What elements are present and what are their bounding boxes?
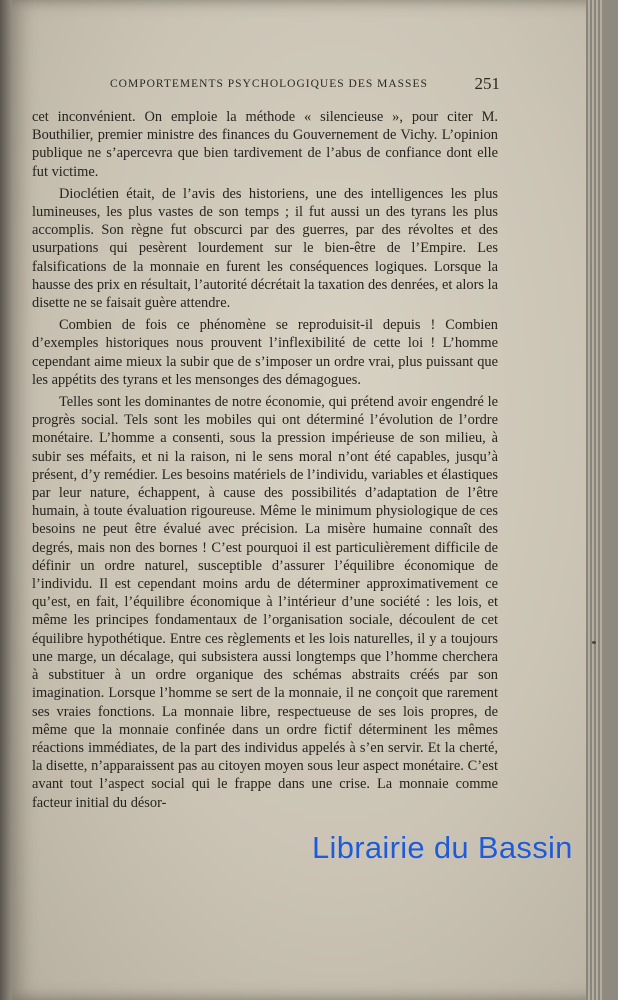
watermark-text: Librairie du Bassin — [312, 830, 573, 865]
paragraph-2: Dioclétien était, de l’avis des historiens, une des intelligences les plus lumineuses, les plus vastes de son temps ; il fut aussi un des tyrans les plus accomplis. Son règne fut obscurci par des guerres, par des révoltes et des usurpations qui pesèrent lourdement sur le bien-être de l’Empire. Les falsifications de la monnaie en furent les conséquences logiques. Lorsque la hausse des prix en résultait, l’autorité décrétait la taxation des denrées, et alors la disette ne se faisait guère attendre. — [32, 185, 498, 312]
body-text — [32, 108, 498, 812]
paragraph-3: Combien de fois ce phénomène se reproduisit-il depuis ! Combien d’exemples historiques nous prouvent l’inflexibilité de cette loi ! L’homme cependant aime mieux la subir que de s’imposer un ordre vrai, plus puissant que les appétits des tyrans et les mensonges des démagogues. — [32, 317, 498, 388]
page-number: 251 — [474, 74, 500, 93]
running-head: COMPORTEMENTS PSYCHOLOGIQUES DES MASSES — [110, 78, 428, 90]
page-edge — [586, 0, 602, 1000]
paragraph-1: cet inconvénient. On emploie la méthode « silencieuse », pour citer M. Bouthilier, premier ministre des finances du Gouvernement de Vichy. L’opinion publique ne s’apercevra que bien tardivement de l’abus de confiance dont elle fut victime. — [32, 109, 498, 180]
page-header — [110, 76, 500, 96]
paragraph-4: Telles sont les dominantes de notre économie, qui prétend avoir engendré le progrès social. Tels sont les mobiles qui ont déterminé l’évolution de l’ordre monétaire. L’homme a consenti, sous la pression impérieuse de son milieu, à subir ses méfaits, et ni la raison, ni le sens moral n’ont été capables, jusqu’à présent, d’y remédier. Les besoins matériels de l’individu, variables et élastiques par leur nature, échappent, à cause des possibilités d’adaptation de l’être humain, à toute évaluation rigoureuse. Même le minimum physiologique de ces besoins ne peut être évalué avec précision. La misère humaine connaît des degrés, mais non des bornes ! C’est pourquoi il est particulièrement difficile de définir un ordre naturel, susceptible d’assurer l’équilibre économique de l’individu. Il est cependant moins ardu de déterminer approximativement ce qu’est, en fait, l’équilibre économique à l’intérieur d’une société : les lois, et même les principes fondamentaux de l’organisation sociale, découlent de cet équilibre hypothétique. Entre ces règlements et les lois naturelles, il y a toujours une marge, un décalage, qui subsistera aussi longtemps que l’homme cherchera à substituer à un ordre organique des schémas abstraits créés par son imagination. Lorsque l’homme se sert de la monnaie, il ne conçoit que rarement ses vraies fonctions. La monnaie libre, respectueuse de ses lois propres, de même que la monnaie confinée dans un ordre fictif déterminent les mêmes réactions immédiates, de la part des individus appelés à s’en servir. Et la cherté, la disette, n’apparaissent pas au citoyen moyen sous leur aspect monétaire. C’est avant tout l’aspect social qui le frappe dans une crise. La monnaie comme facteur initial du désor- — [32, 394, 498, 811]
ink-speck — [592, 641, 596, 644]
